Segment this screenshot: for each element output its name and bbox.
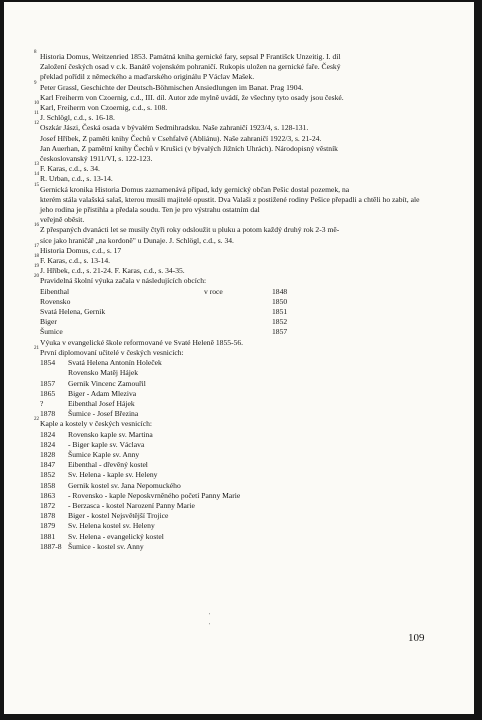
footnote-number: 15	[34, 182, 39, 188]
footnotes	[34, 50, 432, 552]
row-text: Biger - kostel Nejsvětější Trojice	[68, 511, 169, 521]
school-village: Rovensko	[40, 296, 71, 306]
footnote-line: Pravidelná školní výuka začala v následujících obcích:	[40, 276, 207, 286]
footnote	[34, 101, 432, 113]
school-col-label	[204, 307, 272, 317]
footnote-number: 20	[34, 274, 39, 280]
footnote-line: Peter Grassl, Geschichte der Deutsch-Böhmischen Ansiedlungen im Banat. Prag 1904.	[40, 82, 304, 92]
list-row	[40, 379, 162, 389]
row-text: Šumice - Josef Březina	[68, 409, 139, 419]
school-year: 1850	[272, 296, 288, 306]
footnote-number: 19	[34, 264, 39, 270]
list-row	[40, 521, 240, 531]
row-year: 1854	[40, 358, 56, 368]
footnote-line: Historia Domus, Weitzenried 1853. Památná kniha gernické fary, sepsal P Františck Unzeitig. I. díl	[40, 52, 341, 61]
row-year	[40, 368, 68, 378]
schools-note: Výuka v evangelické škole reformované ve Svaté Heleně 1855-56.	[40, 337, 244, 347]
list-row	[40, 368, 162, 378]
row-year: 1881	[40, 531, 56, 541]
footnote-line: J. Hříbek, c.d., s. 21-24. F. Karas, c.d., s. 34-35.	[40, 266, 185, 276]
footnote	[34, 162, 432, 174]
row-text: Sv. Helena - kaple sv. Heleny	[68, 470, 158, 480]
schools-row	[40, 297, 287, 307]
row-year: 1828	[40, 449, 56, 459]
list-row	[40, 491, 240, 501]
school-year: 1857	[272, 327, 288, 337]
footnote	[34, 264, 432, 276]
footnote	[34, 274, 432, 286]
schools-row	[40, 287, 287, 297]
footnote	[34, 345, 432, 419]
list-row	[40, 511, 240, 521]
school-year: 1852	[272, 317, 288, 327]
footnote-line: Historia Domus, c.d., s. 17	[40, 245, 122, 255]
school-village: Biger	[40, 317, 57, 327]
footnote	[34, 243, 432, 256]
row-year: 1857	[40, 378, 56, 388]
footnote-line: Karl, Freiherrn von Czoernig, c.d., s. 108.	[40, 103, 168, 113]
footnote	[34, 172, 432, 184]
footnote-line: Z přespaných dvanácti let se musily čtyři roky odsloužit u pluku a potom každý druhý rok 2-3 mě-	[40, 225, 340, 235]
footnote-heading: První diplomovaní učitelé v českých vesnicích:	[40, 347, 184, 357]
school-col-label	[204, 297, 272, 307]
list-row	[40, 358, 162, 368]
list-row	[40, 440, 240, 450]
list-row	[40, 399, 162, 409]
row-text: Sv. Helena - evangelický kostel	[68, 531, 164, 541]
footnote	[34, 417, 432, 552]
footnote-line: veřejně oběsit.	[40, 215, 85, 225]
school-village: Šumice	[40, 327, 63, 337]
footnote-line: Gernická kronika Historia Domus zaznamenává případ, kdy gernický občan Pešic dostal pozemek, na	[40, 184, 350, 194]
footnote	[34, 111, 432, 123]
list-row	[40, 460, 240, 470]
footnote-line: českoslovanský 1911/VI, s. 122-123.	[40, 154, 153, 164]
footnote-number: 21	[34, 345, 39, 351]
row-text: Šumice Kaple sv. Anny	[68, 449, 140, 459]
footnote	[34, 80, 432, 103]
footnote	[34, 223, 432, 245]
list-row	[40, 532, 240, 542]
row-year: 1863	[40, 490, 56, 500]
scan-specks: ' '	[209, 613, 211, 629]
list-row	[40, 409, 162, 419]
footnote-line: Josef Hříbek, Z paměti knihy Čechů v Csehfalvě (Abliánu). Naše zahraničí 1922/3, s. 21-24.	[40, 133, 322, 143]
school-year: 1848	[272, 286, 288, 296]
note22-table	[40, 430, 240, 552]
school-year: 1851	[272, 307, 288, 317]
list-row	[40, 470, 240, 480]
footnote-line: Oszkár Jászi, Česká osada v bývalém Sedmihradsku. Naše zahraničí 1923/4, s. 128-131.	[40, 123, 309, 133]
list-row	[40, 389, 162, 399]
footnote-line: Karl Freiherrn von Czoernig, c.d., III. díl. Autor zde mylně uvádí, že všechny tyto osady jsou české.	[40, 92, 344, 102]
footnote-line: J. Schlögl, c.d., s. 16-18.	[40, 113, 115, 123]
list-row	[40, 450, 240, 460]
row-year: ?	[40, 398, 44, 408]
footnote-line: Jan Auerhan, Z pamětní knihy Čechů v Krušici (v bývalých Jižních Uhrách). Národopisný věstník	[40, 143, 338, 153]
row-text: Svatá Helena Antonín Holeček	[68, 358, 162, 368]
note21-table	[40, 358, 162, 419]
document-page	[4, 2, 474, 714]
footnote-heading: Kaple a kostely v českých vesnicích:	[40, 419, 152, 429]
school-col-label: v roce	[204, 286, 223, 296]
row-year: 1879	[40, 521, 56, 531]
footnote-number: 14	[34, 172, 39, 178]
row-text: - Biger kaple sv. Václava	[68, 439, 145, 449]
row-text: Rovensko kaple sv. Martina	[68, 429, 153, 439]
row-text: - Rovensko - kaple Neposkvrněného početí Panny Marie	[68, 490, 241, 500]
footnote-line: F. Karas, c.d., s. 13-14.	[40, 256, 111, 266]
school-village: Eibenthal	[40, 286, 70, 296]
row-text: Eibenthal Josef Hájek	[68, 398, 135, 408]
row-year: 1878	[40, 409, 56, 419]
footnote	[34, 254, 432, 266]
list-row	[40, 430, 240, 440]
list-row	[40, 501, 240, 511]
row-year: 1872	[40, 500, 56, 510]
row-text: Rovensko Matěj Hájek	[68, 368, 139, 378]
school-col-label	[204, 327, 272, 337]
footnote-number: 10	[34, 101, 39, 107]
row-text: Sv. Helena kostel sv. Heleny	[68, 521, 155, 531]
school-village: Svatá Helena, Gernik	[40, 307, 106, 317]
row-text: Eibenthal - dřevěný kostel	[68, 460, 148, 470]
footnote-number: 8	[34, 50, 37, 55]
footnote-line: Založení českých osad v c.k. Banátě vojenském pohraničí. Rukopis uložen na gernické faře. Český	[40, 62, 341, 72]
footnote-number: 12	[34, 121, 39, 127]
row-text: Gernik kostel sv. Jana Nepomuckého	[68, 480, 181, 490]
row-year: 1847	[40, 460, 56, 470]
footnote-number: 18	[34, 254, 39, 260]
row-year: 1865	[40, 388, 56, 398]
row-year: 1824	[40, 429, 56, 439]
list-row	[40, 542, 240, 552]
footnote	[34, 50, 432, 83]
row-text: Gernik Vincenc Zamouřil	[68, 378, 146, 388]
row-year: 1824	[40, 439, 56, 449]
schools-row	[40, 317, 287, 327]
schools-row	[40, 327, 287, 337]
schools-row	[40, 307, 287, 317]
page-number: 109	[408, 632, 425, 644]
footnote-number: 9	[34, 80, 37, 86]
row-text: - Berzasca - kostel Narození Panny Marie	[68, 500, 195, 510]
row-year: 1887-8	[40, 541, 62, 551]
footnote-number: 13	[34, 162, 39, 168]
footnote-line: kterém stála valašská salaš, kterou musili majitelé opustit. Dva Valaši z postižené rodiny Pešice přepadli a chtěli ho zabít, ale jeho rodina je přistihla a předala soudu. Ten je pro výstrahu ostatním dal	[40, 194, 420, 215]
footnote-number: 11	[34, 111, 39, 117]
row-text: Šumice - kostel sv. Anny	[68, 541, 144, 551]
footnote-number: 17	[34, 243, 39, 249]
schools-table	[40, 287, 287, 338]
row-year: 1878	[40, 511, 56, 521]
footnote-line: F. Karas, c.d., s. 34.	[40, 164, 100, 174]
footnote-line: překlad pořídil z německého a maďarského originálu P Václav Mašek.	[40, 72, 255, 82]
school-col-label	[204, 317, 272, 327]
footnote-number: 22	[34, 417, 39, 423]
footnote-line: R. Urban, c.d., s. 13-14.	[40, 174, 113, 184]
footnote-number: 16	[34, 223, 39, 229]
footnote-line: síce jako hraničář „na kordoně" u Dunaje. J. Schlögl, c.d., s. 34.	[40, 235, 234, 245]
row-text: Biger - Adam Mleziva	[68, 388, 137, 398]
footnote	[34, 121, 432, 164]
list-row	[40, 481, 240, 491]
row-year: 1858	[40, 480, 56, 490]
row-year: 1852	[40, 470, 56, 480]
